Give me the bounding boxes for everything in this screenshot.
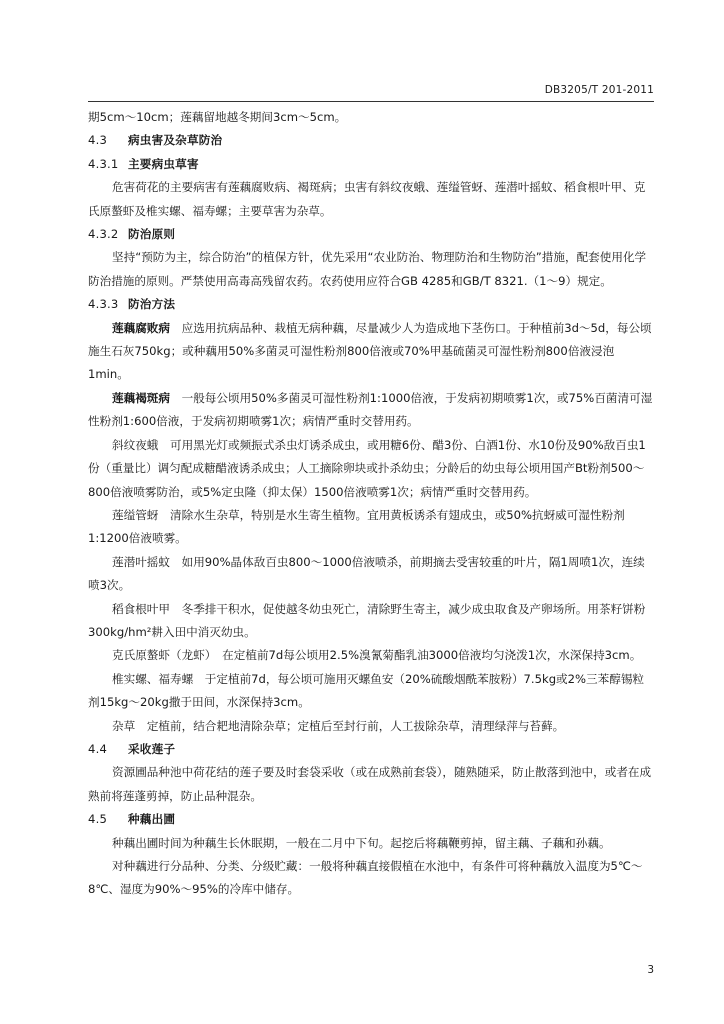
method-paragraph: 克氏原螯虾（龙虾） 在定植前7d每公顷用2.5%溴氰菊酯乳油3000倍液均匀浇泼1次，水深保持3cm。: [112, 648, 642, 663]
section-heading: 4.3.1 主要病虫草害: [88, 156, 199, 171]
paragraph: 期5cm～10cm；莲藕留地越冬期间3cm～5cm。: [88, 110, 347, 124]
method-paragraph: 莲潜叶摇蚊 如用90%晶体敌百虫800～1000倍液喷杀，前期摘去受害较重的叶片，隔1周喷1次，连续喷3次。: [88, 554, 645, 593]
header-rule: [88, 101, 654, 102]
method-term: 莲藕褐斑病: [112, 390, 170, 405]
paragraph: 坚持“预防为主，综合防治”的植保方针，优先采用“农业防治、物理防治和生物防治”措施，配套使用化学防治措施的原则。严禁使用高毒高残留农药。农药使用应符合GB 4285和GB/T 8321.（1～9）规定。: [88, 250, 647, 288]
paragraph: 危害荷花的主要病害有莲藕腐败病、褐斑病；虫害有斜纹夜蛾、莲缢管蚜、莲潜叶摇蚊、稻食根叶甲、克氏原螯虾及椎实螺、福寿螺；主要草害为杂草。: [88, 180, 646, 218]
document-code: DB3205/T 201-2011: [544, 84, 654, 96]
method-term: 克氏原螯虾（龙虾）: [112, 648, 211, 663]
method-paragraph: 莲藕腐败病 应选用抗病品种、栽植无病种藕，尽量减少人为造成地下茎伤口。于种植前3d～5d，每公顷施生石灰750kg；或种藕用50%多菌灵可湿性粉剂800倍液或70%甲基硫菌灵可湿性粉剂800倍液浸泡1min。: [88, 320, 652, 382]
method-term: 杂草: [112, 718, 136, 733]
document-body: [88, 106, 654, 902]
page-number: 3: [647, 964, 654, 976]
method-term: 莲藕腐败病: [112, 320, 170, 335]
method-term: 椎实螺、福寿螺: [112, 671, 194, 686]
method-paragraph: 斜纹夜蛾 可用黑光灯或频振式杀虫灯诱杀成虫，或用糖6份、醋3份、白酒1份、水10份及90%敌百虫1份（重量比）调匀配成糖醋液诱杀成虫；人工摘除卵块或扑杀幼虫；分龄后的幼虫每公顷用国产Bt粉剂500～800倍液喷雾防治，或5%定虫隆（抑太保）1500倍液喷雾1次；病情严重时交替用药。: [88, 437, 646, 499]
section-heading: 4.3.3 防治方法: [88, 297, 176, 312]
section-heading: 4.3 病虫害及杂草防治: [88, 133, 223, 148]
section-heading: 4.4 采收莲子: [88, 741, 176, 756]
paragraph: 资源圃品种池中荷花结的莲子要及时套袋采收（或在成熟前套袋），随熟随采，防止散落到池中，或者在成熟前将莲蓬剪掉，防止品种混杂。: [88, 765, 652, 803]
method-term: 莲潜叶摇蚊: [112, 554, 170, 569]
method-paragraph: 莲缢管蚜 清除水生杂草，特别是水生寄生植物。宜用黄板诱杀有翅成虫，或50%抗蚜威可湿性粉剂1:1200倍液喷雾。: [88, 507, 625, 546]
section-heading: 4.5 种藕出圃: [88, 812, 176, 827]
method-term: 莲缢管蚜: [112, 507, 159, 522]
method-term: 斜纹夜蛾: [112, 437, 159, 452]
paragraph: 对种藕进行分品种、分类、分级贮藏：一般将种藕直接假植在水池中，有条件可将种藕放入温度为5℃～8℃、湿度为90%～95%的冷库中储存。: [88, 859, 643, 897]
method-term: 稻食根叶甲: [112, 601, 170, 616]
section-heading: 4.3.2 防治原则: [88, 227, 176, 242]
method-paragraph: 莲藕褐斑病 一般每公顷用50%多菌灵可湿性粉剂1:1000倍液，于发病初期喷雾1次，或75%百菌清可湿性粉剂1:600倍液，于发病初期喷雾1次；病情严重时交替用药。: [88, 390, 653, 429]
paragraph: 种藕出圃时间为种藕生长休眠期，一般在二月中下旬。起挖后将藕鞭剪掉，留主藕、子藕和孙藕。: [112, 835, 611, 850]
method-paragraph: 杂草 定植前，结合耙地清除杂草；定植后至封行前，人工拔除杂草，清理绿萍与苔藓。: [112, 718, 565, 733]
method-paragraph: 椎实螺、福寿螺 于定植前7d，每公顷可施用灭螺鱼安（20%硫酸烟酰苯胺粉）7.5kg或2%三苯醇锡粒剂15kg～20kg撒于田间，水深保持3cm。: [88, 671, 645, 710]
method-paragraph: 稻食根叶甲 冬季排干积水，促使越冬幼虫死亡，清除野生寄主，减少成虫取食及产卵场所。用茶籽饼粉300kg/hm²耕入田中消灭幼虫。: [88, 601, 646, 639]
